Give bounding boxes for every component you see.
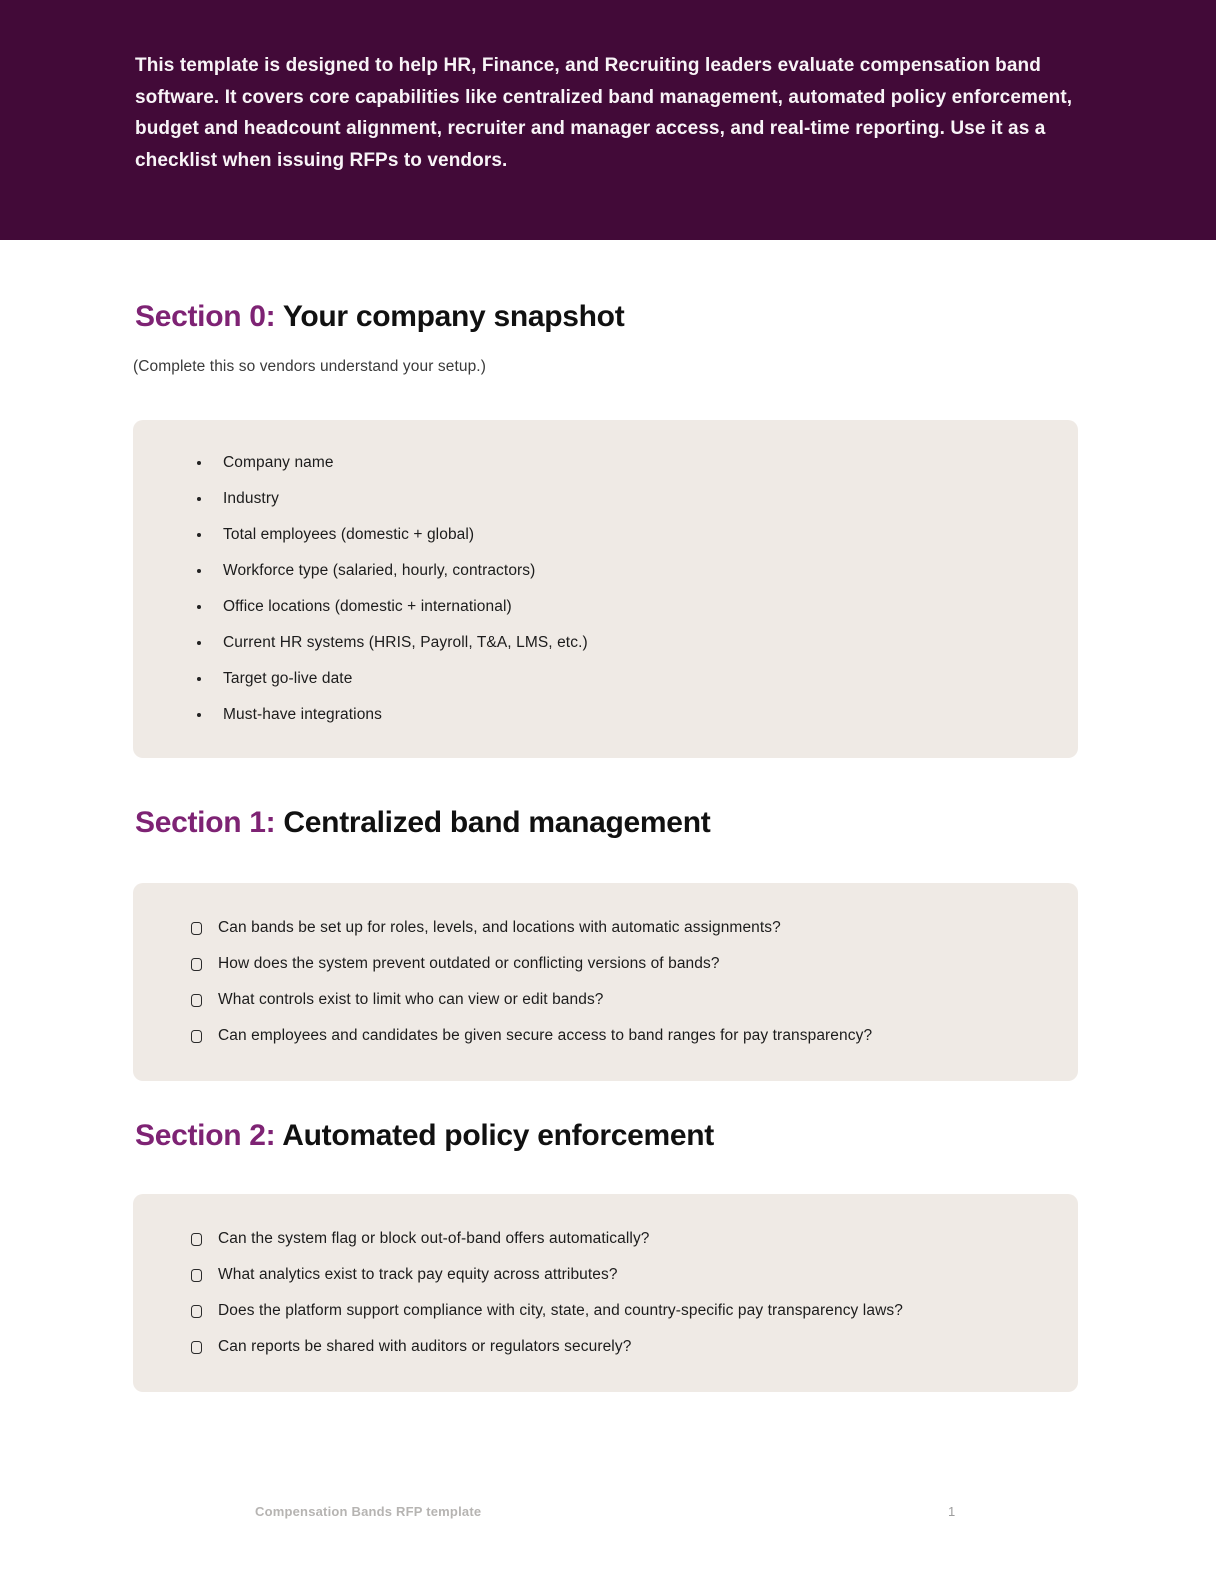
checklist-item — [133, 946, 1038, 982]
page-content — [0, 298, 1216, 1392]
list-item — [133, 589, 1038, 625]
bullet-icon — [197, 461, 201, 465]
checklist-item — [133, 1018, 1038, 1054]
section-2-heading — [133, 1117, 1078, 1155]
list-item-label: Total employees (domestic + global) — [223, 526, 475, 543]
checkbox-icon — [191, 1269, 202, 1282]
snapshot-card — [133, 420, 1078, 758]
list-item — [133, 445, 1038, 481]
bullet-icon — [197, 677, 201, 681]
checklist-item-label: Can reports be shared with auditors or regulators securely? — [218, 1338, 632, 1355]
checkbox-icon — [191, 994, 202, 1007]
section-1-title: Centralized band management — [283, 806, 711, 839]
list-item — [133, 517, 1038, 553]
checklist-item-label: Can employees and candidates be given secure access to band ranges for pay transparency? — [218, 1027, 873, 1044]
checkbox-icon — [191, 1030, 202, 1043]
section-2-title: Automated policy enforcement — [282, 1119, 714, 1152]
intro-text: This template is designed to help HR, Finance, and Recruiting leaders evaluate compensation band software. It covers core capabilities like centralized band management, automated policy enforcement, budget and headcount alignment, recruiter and manager access, and real-time reporting. Use it as a checklist when issuing RFPs to vendors. — [135, 55, 1073, 171]
list-item — [133, 481, 1038, 517]
checklist-item — [133, 1221, 1038, 1257]
footer-document-title: Compensation Bands RFP template — [255, 1504, 482, 1519]
checklist-card — [133, 883, 1078, 1081]
section-0-heading — [133, 298, 1078, 336]
list-item-label: Industry — [223, 490, 279, 507]
checklist-item-label: Can the system flag or block out-of-band offers automatically? — [218, 1230, 650, 1247]
section-0-subtitle: (Complete this so vendors understand your setup.) — [133, 358, 486, 375]
checklist-item-label: What analytics exist to track pay equity across attributes? — [218, 1266, 618, 1283]
section-0-label: Section 0: — [135, 300, 276, 333]
list-item — [133, 625, 1038, 661]
section-0-title: Your company snapshot — [282, 300, 625, 333]
section-1-label: Section 1: — [135, 806, 276, 839]
bullet-icon — [197, 569, 201, 573]
bullet-icon — [197, 713, 201, 717]
list-item — [133, 553, 1038, 589]
bullet-icon — [197, 497, 201, 501]
checklist-item-label: Can bands be set up for roles, levels, and locations with automatic assignments? — [218, 919, 781, 936]
list-item-label: Target go-live date — [223, 670, 353, 687]
checklist-item — [133, 1293, 1038, 1329]
checklist-item-label: What controls exist to limit who can view or edit bands? — [218, 991, 604, 1008]
checklist-item — [133, 982, 1038, 1018]
checkbox-icon — [191, 1305, 202, 1318]
list-item-label: Workforce type (salaried, hourly, contractors) — [223, 562, 536, 579]
section-1-heading — [133, 804, 1078, 842]
list-item-label: Must-have integrations — [223, 706, 383, 723]
list-item — [133, 697, 1038, 733]
list-item-label: Office locations (domestic + international) — [223, 598, 512, 615]
bullet-icon — [197, 641, 201, 645]
footer-page-number: 1 — [948, 1504, 956, 1519]
section-2-label: Section 2: — [135, 1119, 276, 1152]
checkbox-icon — [191, 1341, 202, 1354]
checkbox-icon — [191, 922, 202, 935]
list-item-label: Current HR systems (HRIS, Payroll, T&A, LMS, etc.) — [223, 634, 588, 651]
checklist-item — [133, 910, 1038, 946]
bullet-icon — [197, 533, 201, 537]
list-item — [133, 661, 1038, 697]
bullet-icon — [197, 605, 201, 609]
checklist-item — [133, 1329, 1038, 1365]
checkbox-icon — [191, 1233, 202, 1246]
checklist-item-label: Does the platform support compliance with city, state, and country-specific pay transparency laws? — [218, 1302, 903, 1319]
checkbox-icon — [191, 958, 202, 971]
checklist-item — [133, 1257, 1038, 1293]
checklist-card — [133, 1194, 1078, 1392]
checklist-item-label: How does the system prevent outdated or conflicting versions of bands? — [218, 955, 720, 972]
list-item-label: Company name — [223, 454, 334, 471]
intro-banner — [0, 0, 1216, 240]
